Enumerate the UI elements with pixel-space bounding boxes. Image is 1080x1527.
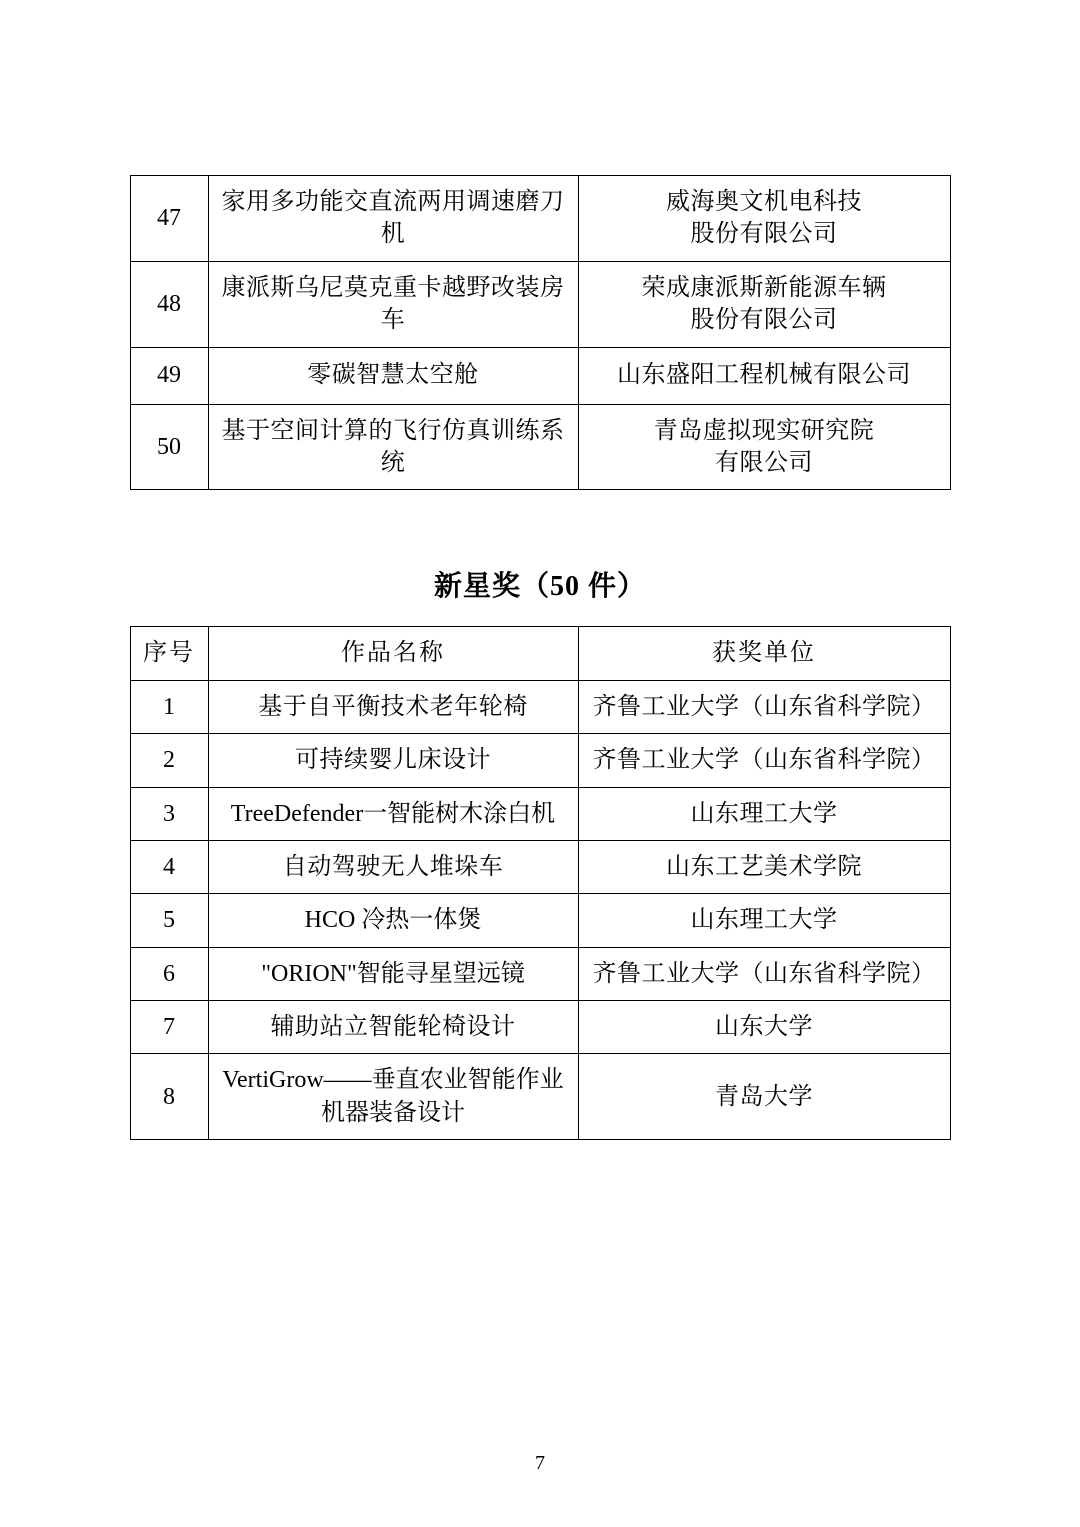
page-number: 7 [535, 1452, 545, 1474]
row-index: 5 [130, 894, 208, 947]
row-index: 1 [130, 680, 208, 733]
row-unit: 青岛大学 [578, 1054, 950, 1140]
table-row [130, 734, 950, 787]
row-index: 6 [130, 947, 208, 1000]
row-index: 2 [130, 734, 208, 787]
row-work-name: 基于自平衡技术老年轮椅 [208, 680, 578, 733]
row-unit: 齐鲁工业大学（山东省科学院） [578, 680, 950, 733]
row-unit: 山东盛阳工程机械有限公司 [578, 347, 950, 404]
row-work-name: 基于空间计算的飞行仿真训练系统 [208, 404, 578, 490]
row-work-name: TreeDefender一智能树木涂白机 [208, 787, 578, 840]
row-work-name: 家用多功能交直流两用调速磨刀机 [208, 176, 578, 262]
table-row [130, 1001, 950, 1054]
new-star-awards-table [130, 626, 951, 1140]
row-work-name: 辅助站立智能轮椅设计 [208, 1001, 578, 1054]
header-index: 序号 [130, 627, 208, 680]
table-row [130, 176, 950, 262]
row-index: 49 [130, 347, 208, 404]
table-row [130, 404, 950, 490]
row-index: 4 [130, 840, 208, 893]
continued-awards-table [130, 175, 951, 490]
row-work-name: 自动驾驶无人堆垛车 [208, 840, 578, 893]
row-work-name: VertiGrow——垂直农业智能作业机器装备设计 [208, 1054, 578, 1140]
row-index: 7 [130, 1001, 208, 1054]
table-row [130, 894, 950, 947]
table-row [130, 1054, 950, 1140]
header-unit: 获奖单位 [578, 627, 950, 680]
row-index: 48 [130, 261, 208, 347]
header-work-name: 作品名称 [208, 627, 578, 680]
table-row [130, 347, 950, 404]
table-row [130, 947, 950, 1000]
table-row [130, 787, 950, 840]
row-index: 47 [130, 176, 208, 262]
row-work-name: HCO 冷热一体煲 [208, 894, 578, 947]
row-work-name: 可持续婴儿床设计 [208, 734, 578, 787]
row-index: 8 [130, 1054, 208, 1140]
row-unit: 齐鲁工业大学（山东省科学院） [578, 947, 950, 1000]
row-unit: 山东理工大学 [578, 787, 950, 840]
row-unit: 青岛虚拟现实研究院 有限公司 [578, 404, 950, 490]
section-title: 新星奖（50 件） [433, 571, 646, 603]
table-row [130, 680, 950, 733]
row-index: 3 [130, 787, 208, 840]
row-work-name: 零碳智慧太空舱 [208, 347, 578, 404]
row-unit: 荣成康派斯新能源车辆 股份有限公司 [578, 261, 950, 347]
table-row [130, 261, 950, 347]
continued-table-wrapper [65, 0, 1015, 490]
table-header-row [130, 627, 950, 680]
row-unit: 齐鲁工业大学（山东省科学院） [578, 734, 950, 787]
row-work-name: 康派斯乌尼莫克重卡越野改装房车 [208, 261, 578, 347]
row-unit: 山东工艺美术学院 [578, 840, 950, 893]
table-row [130, 840, 950, 893]
row-unit: 威海奥文机电科技 股份有限公司 [578, 176, 950, 262]
row-unit: 山东理工大学 [578, 894, 950, 947]
row-index: 50 [130, 404, 208, 490]
row-work-name: "ORION"智能寻星望远镜 [208, 947, 578, 1000]
row-unit: 山东大学 [578, 1001, 950, 1054]
